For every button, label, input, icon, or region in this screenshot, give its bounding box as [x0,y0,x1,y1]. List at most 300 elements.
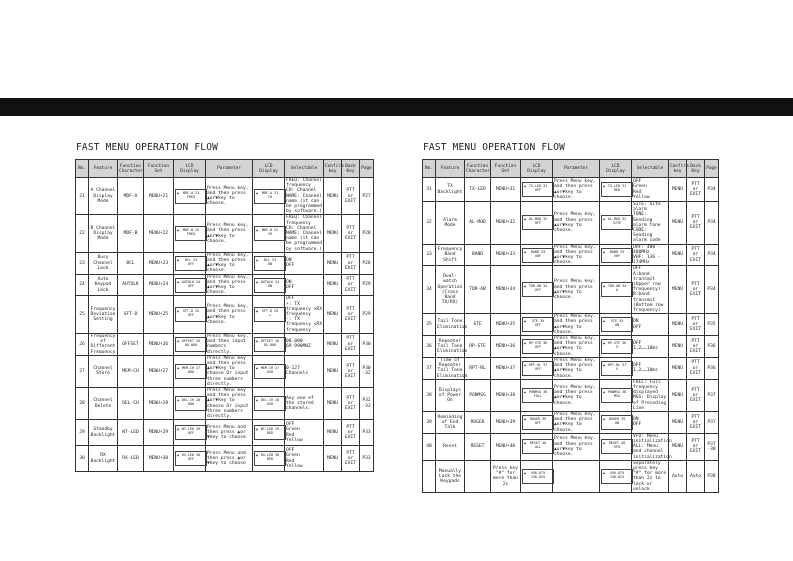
lcd-display-after-cell [600,178,632,202]
lcd-display-after [601,215,633,230]
confirm-key: MENU [324,274,342,296]
lcd-display-after [601,182,633,197]
function-character: RX-LED [118,446,144,472]
function-character: TX-LED [465,178,491,202]
row-number: 38 [423,379,436,411]
lcd-display-after-cell [600,314,632,336]
lcd-display-before [175,278,207,293]
selectable-values: Separately press key "#" for more than 2s to lock or unlock. [632,460,669,492]
row-number: 31 [423,178,436,202]
lcd-display-before-cell [521,266,553,314]
lcd-display-before-cell [174,420,206,446]
lcd-bottom-text: VFO [613,445,621,450]
confirm-key: MENU [669,379,687,411]
triangle-up-icon: ▲ [524,284,527,289]
lcd-bottom-text: CH [267,194,273,199]
function-character: RPT-RL [465,357,491,379]
parameter-text: Press Menu key, and then press ▲or▼key to choose. [553,336,600,358]
lcd-display-before-cell [521,336,553,358]
page-ref: P38 [705,460,719,492]
triangle-up-icon: ▲ [256,398,259,403]
back-key: PTT or EXIT [687,266,705,314]
parameter-text: Press Menu key and then press ▲or▼key to choose Or input three numbers directly. [206,355,253,387]
feature-name: Reset [436,433,465,460]
lcd-bottom-text: OFF [534,221,542,226]
lcd-top-text: RESET 40 [529,441,547,446]
function-character: MDF-A [118,178,144,215]
lcd-top-text: ROGER 39 [529,416,547,421]
lcd-top-text: AUTOLK 24 [181,279,201,284]
page-ref: P29 [360,296,374,333]
selectable-values: UHF: 400 - 480MHz VHF: 136 - 174MHz [632,244,669,266]
lcd-display-before [175,226,207,241]
lcd-bottom-text: ON [614,323,620,328]
selectable-values: FREQ: Channel frequency CH: Channel NAME: Channel name (it can be programmed by software.) [286,215,322,252]
lcd-top-text: STE 35 [610,319,624,324]
feature-name: Frequency Deviation Setting [89,296,118,333]
feature-name: Busy Channel Lock [89,252,118,274]
selectable-values: FREQ: Channel frequency CH: Channel NAME: Channel name (it can be programmed by software.) [286,178,322,215]
lcd-display-before-cell [521,411,553,433]
lcd-top-text: AUTOLK 24 [260,279,280,284]
lcd-display-before-cell [521,178,553,202]
table-row [423,202,719,245]
lcd-display-before-cell [521,460,553,492]
row-number: 23 [76,252,89,274]
lcd-display-after [254,256,286,271]
confirm-key: MENU [669,433,687,460]
triangle-up-icon: ▲ [177,453,180,458]
lcd-top-text: BAND 33 [609,249,625,254]
selectable-values: OFF Green Red Yellow [285,420,324,446]
lcd-display-before [522,215,554,230]
back-key: PTT or EXIT [342,333,360,355]
lcd-bottom-text: OFF [187,261,195,266]
back-key: PTT or EXIT [687,202,705,245]
lcd-display-before-cell [521,357,553,379]
selectable-values: 00.000- 69.990MHZ [285,333,324,355]
page-title-right: FAST MENU OPERATION FLOW [423,142,566,153]
lcd-display-after [254,278,286,293]
selectable-values: ON OFF [632,314,669,336]
lcd-display-before-cell [174,274,206,296]
lcd-bottom-text: VHF [613,253,621,258]
triangle-up-icon: ▲ [524,470,527,475]
lcd-bottom-text: CH [267,232,273,237]
lcd-display-before-cell [521,433,553,460]
triangle-up-icon: ▲ [524,362,527,367]
confirm-key: MENU [324,387,342,419]
function-character: DEL-CH [118,387,144,419]
feature-name: Time of Repeater Tail Tone Elimination [437,357,468,379]
page-ref: P33 [360,420,374,446]
parameter-text: Press Menu key, and then press ▲or▼key to choose. [553,266,600,314]
lcd-display-after [601,339,633,354]
lcd-top-text: OFFSET 26 [181,338,201,343]
lcd-top-text: MDF-B 22 [182,228,200,233]
lcd-top-text: RPT-RL 37 [528,362,548,367]
function-set: MENU+29 [144,420,174,446]
page-ref: P34 [705,244,719,266]
triangle-up-icon: ▲ [256,365,259,370]
triangle-up-icon: ▲ [603,340,606,345]
triangle-up-icon: ▲ [256,427,259,432]
row-number: 39 [423,411,436,433]
header-parameter: Parameter [206,160,253,178]
table-row [423,411,719,433]
lcd-top-text: RP-STE 36 [528,340,548,345]
lcd-bottom-text: 020 [266,402,274,407]
lcd-display-before-cell [521,379,553,411]
function-set: MENU+28 [144,387,174,419]
lcd-display-after-cell [600,357,632,379]
selectable-values: Any one of the stored channels. [285,387,324,419]
menu-table-left [75,159,374,472]
function-set: MENU+30 [144,446,174,472]
function-set: MENU+21 [144,178,174,215]
feature-name: Frequency of Different Frequency [89,333,118,355]
header-page: Page [360,160,374,178]
row-number: 24 [76,274,89,296]
back-key: PTT or EXIT [687,244,705,266]
function-character: BAND [465,244,491,266]
lcd-display-after-cell [253,387,285,419]
table-header-row [76,160,374,178]
function-character: MEM-CH [118,355,144,387]
header-lcd-display: LCD Display [521,160,553,178]
selectable-values: ON OFF [285,274,324,296]
function-set: MENU+37 [491,357,521,379]
back-key: PTT or EXIT [342,446,360,472]
header-selectable: Selectable [632,160,669,178]
triangle-up-icon: ▲ [177,338,180,343]
lcd-top-text: TX-LED 31 [528,184,548,188]
lcd-display-before-cell [174,355,206,387]
triangle-up-icon: ▲ [524,441,527,446]
lcd-bottom-text: RED [613,188,621,192]
confirm-key: MENU [324,420,342,446]
lcd-top-text: RPT-RL 37 [607,362,627,367]
function-set: MENU+27 [144,355,174,387]
page-ref: P36 [705,357,719,379]
lcd-bottom-text: 000 [187,369,195,374]
triangle-up-icon: ▲ [524,319,527,324]
row-number: 29 [76,420,89,446]
back-key: PTT or EXIT [342,215,360,252]
lcd-display-after [601,248,633,263]
selectable-values: VFO: Menu initialization ALL: Menu and channel initialization [633,433,672,460]
function-set: MENU+33 [491,244,521,266]
function-set: MENU+35 [491,314,521,336]
function-set: MENU+40 [491,433,521,460]
feature-name: Channel Delete [89,387,118,419]
lcd-display-before [522,339,554,354]
lcd-top-text: MDF-B 22 [261,228,279,233]
back-key: PTT or EXIT [687,178,705,202]
lcd-display-after-cell [600,411,632,433]
function-character: PONMSG [465,379,491,411]
lcd-display-after [254,189,286,204]
lcd-bottom-text: OFF [534,323,542,328]
lcd-display-before [175,396,207,411]
triangle-up-icon: ▲ [177,279,180,284]
lcd-display-before [522,182,554,197]
row-number: 26 [76,333,89,355]
lcd-top-text: RX-LED 30 [260,453,280,458]
lcd-top-text: TX-LED 31 [607,184,627,188]
back-key: PTT or EXIT [342,296,360,333]
confirm-key: MENU [669,178,687,202]
lcd-top-text: PONMSG 38 [607,389,627,394]
table-row [423,336,719,358]
lcd-bottom-text: FREQ [186,232,196,237]
lcd-top-text: TDR-AB 34 [528,284,548,289]
lcd-bottom-text: FULL [533,393,543,398]
function-character: AUTOLK [118,274,144,296]
lcd-display-after [601,282,633,297]
page-ref: P34 [705,178,719,202]
lcd-display-after-cell [600,266,632,314]
selectable-values: OFF +: TX frequency >RX frequency -: TX frequency <RX frequency [286,296,322,333]
selectable-values: OFF Green Red Yellow [632,178,669,202]
feature-name: Frequency Band Shift [436,244,465,266]
function-set: MENU+26 [144,333,174,355]
page-ref: P37 [705,379,719,411]
lcd-top-text: SFT-D 25 [182,309,200,314]
lcd-display-after-cell [600,202,632,245]
lcd-top-text: OFFSET 26 [260,338,280,343]
feature-name: Channel Store [89,355,118,387]
selectable-values: OFF A:band transmit (Upper row frequency) B:band transmit (Bottom row frequency) [632,266,669,314]
selectable-values: 0-127 Channels [285,355,324,387]
lcd-bottom-text: OFF [187,457,195,462]
parameter-text: Press Menu and then press ▲or ▼key to choose [206,420,253,446]
triangle-up-icon: ▲ [177,365,180,370]
lcd-top-text: WT-LED 29 [260,427,280,432]
header-function-character: Function Character [118,160,144,178]
parameter-text: Press Menu key, and then press ▲or▼key to choose. [553,433,600,460]
triangle-up-icon: ▲ [524,416,527,421]
lcd-top-text: BAND 33 [530,249,546,254]
table-row [76,333,374,355]
lcd-display-after-cell [253,355,285,387]
page-ref: P33 [360,446,374,472]
selectable-values: OFF Green Red Yellow [285,446,324,472]
header-no: No. [76,160,89,178]
lcd-top-text: BCL 23 [184,257,198,262]
lcd-display-before [522,317,554,332]
triangle-up-icon: ▲ [177,309,180,314]
confirm-key: Auto [669,460,687,492]
parameter-text: Press Menu key, and then press ▲or▼key to choose. [206,178,253,215]
row-number: 33 [423,244,436,266]
function-set: MENU+31 [491,178,521,202]
selectable-values: OFF 1,2……10ms [632,357,669,379]
page-ref: P27 [360,178,374,215]
lcd-display-before-cell [174,296,206,333]
row-number: 21 [76,178,89,215]
triangle-up-icon: ▲ [603,441,606,446]
selectable-values: OFF 1,2……10ms [632,336,669,358]
table-row [76,215,374,252]
lcd-bottom-text: ALL [534,445,542,450]
lcd-top-text: MDF-A 21 [182,190,200,195]
table-row [423,314,719,336]
table-row [423,460,719,492]
confirm-key: MENU [669,314,687,336]
function-set: MENU+34 [491,266,521,314]
lcd-top-text: AL-MOD 32 [607,217,627,222]
lcd-top-text: 456.875 [609,470,625,475]
page-ref: P32 -33 [360,387,374,419]
triangle-up-icon: ▲ [603,284,606,289]
row-number: 36 [423,336,436,358]
lcd-bottom-text: + [268,313,272,318]
table-row [423,357,719,379]
header-back-key: Back Key [687,160,705,178]
function-set: MENU+32 [491,202,521,245]
page-ref: P37 [705,411,719,433]
table-row [76,420,374,446]
parameter-text: Press Menu key, and then press ▲or▼key to choose. [553,244,600,266]
triangle-up-icon: ▲ [256,279,259,284]
lcd-bottom-text: OFF [534,366,542,371]
lcd-display-before-cell [174,215,206,252]
function-character: MDF-B [118,215,144,252]
lcd-top-text: BCL 23 [263,257,277,262]
parameter-text: Press Menu key, and then press ▲or▼key to choose. [206,274,253,296]
lcd-display-after-cell [253,420,285,446]
lcd-bottom-text: ON [267,261,273,266]
lcd-display-after [254,396,286,411]
row-number: 40 [423,433,436,460]
parameter-text: Press Menu key, and then press ▲or▼key to choose. [206,252,253,274]
row-number: 28 [76,387,89,419]
lcd-display-after [601,388,633,403]
lcd-display-after [254,226,286,241]
lcd-display-before-cell [521,314,553,336]
confirm-key: MENU [669,244,687,266]
lcd-top-text: SFT-D 25 [261,309,279,314]
lcd-bottom-text: 5 [615,344,619,349]
function-character: OFFSET [118,333,144,355]
lcd-display-before [175,364,207,379]
lcd-display-after [601,361,633,376]
triangle-up-icon: ▲ [603,362,606,367]
lcd-bottom-text: 020 [266,369,274,374]
lcd-top-text: MEM-CH 27 [260,365,280,370]
table-row [423,244,719,266]
header-lcd-display: LCD Display [174,160,206,178]
function-character [465,460,491,492]
lcd-bottom-text: A [615,288,619,293]
lcd-bottom-text: ON [614,420,620,425]
page-ref: P36 [705,336,719,358]
lcd-display-after-cell [253,333,285,355]
function-character: TDR-AB [465,266,491,314]
lcd-display-before [522,388,554,403]
lcd-bottom-text: OFF [534,288,542,293]
lcd-top-text: TDR-AB 34 [607,284,627,289]
confirm-key: MENU [324,296,342,333]
table-row [423,178,719,202]
lcd-display-before-cell [174,387,206,419]
triangle-up-icon: ▲ [177,398,180,403]
lcd-display-after [254,364,286,379]
lcd-display-after [601,317,633,332]
row-number: 37 [423,357,436,379]
function-character: RP-STE [465,336,491,358]
parameter-text: Press Menu key and then press ▲or▼key to choose Or input three numbers directly. [206,387,253,419]
triangle-up-icon: ▲ [256,228,259,233]
page-ref: P28 [360,215,374,252]
lcd-display-before [522,248,554,263]
table-header-row [423,160,719,178]
table-row [76,178,374,215]
lcd-top-text: AL-MOD 32 [528,217,548,222]
lcd-bottom-text: OFF [187,313,195,318]
triangle-up-icon: ▲ [603,319,606,324]
triangle-up-icon: ▲ [524,389,527,394]
triangle-up-icon: ▲ [603,389,606,394]
function-character: STE [465,314,491,336]
lcd-top-text: ROGER 39 [608,416,626,421]
confirm-key: MENU [324,333,342,355]
triangle-up-icon: ▲ [256,309,259,314]
triangle-up-icon: ▲ [524,340,527,345]
parameter-text: Press Menu key, and then press ▲or▼key to choose. [553,357,600,379]
page-ref: P30 -32 [360,355,374,387]
lcd-display-after-cell [253,296,285,333]
parameter-text: Press Menu key, and then press ▲or▼key to choose. [206,215,253,252]
feature-name: Auto Keypad Lock [89,274,118,296]
function-set: MENU+22 [144,215,174,252]
back-key: PTT or EXIT [342,355,360,387]
lcd-bottom-text: OFF [187,431,195,436]
lcd-display-before-cell [521,202,553,245]
back-key: PTT or EXIT [687,379,705,411]
lcd-display-after-cell [253,274,285,296]
triangle-up-icon: ▲ [603,416,606,421]
table-row [423,266,719,314]
row-number: 22 [76,215,89,252]
lcd-display-before [175,337,207,352]
back-key: PTT or EXIT [342,420,360,446]
header-feature: Feature [436,160,465,178]
table-row [423,433,719,460]
confirm-key: MENU [669,336,687,358]
triangle-up-icon: ▲ [256,453,259,458]
lcd-bottom-text: OFF [187,283,195,288]
function-set: MENU+36 [491,336,521,358]
lcd-display-after-cell [600,244,632,266]
lcd-top-text: WT-LED 29 [181,427,201,432]
header-lcd-display-2: LCD Display [253,160,285,178]
confirm-key: MENU [669,202,687,245]
lcd-display-before [522,469,554,484]
lcd-bottom-text: UHF [534,253,542,258]
feature-name: Alarm Mode [436,202,465,245]
confirm-key: MENU [324,178,342,215]
function-set: MENU+38 [491,379,521,411]
lcd-bottom-text: 5 [615,366,619,371]
function-set: Press key "#" for more than 2s [491,460,521,492]
back-key: PTT or EXIT [342,274,360,296]
lcd-display-before [175,256,207,271]
feature-name: TX Backlight [436,178,465,202]
feature-name: Repeater Tail Tone Elimination [436,336,465,358]
parameter-text [553,460,600,492]
